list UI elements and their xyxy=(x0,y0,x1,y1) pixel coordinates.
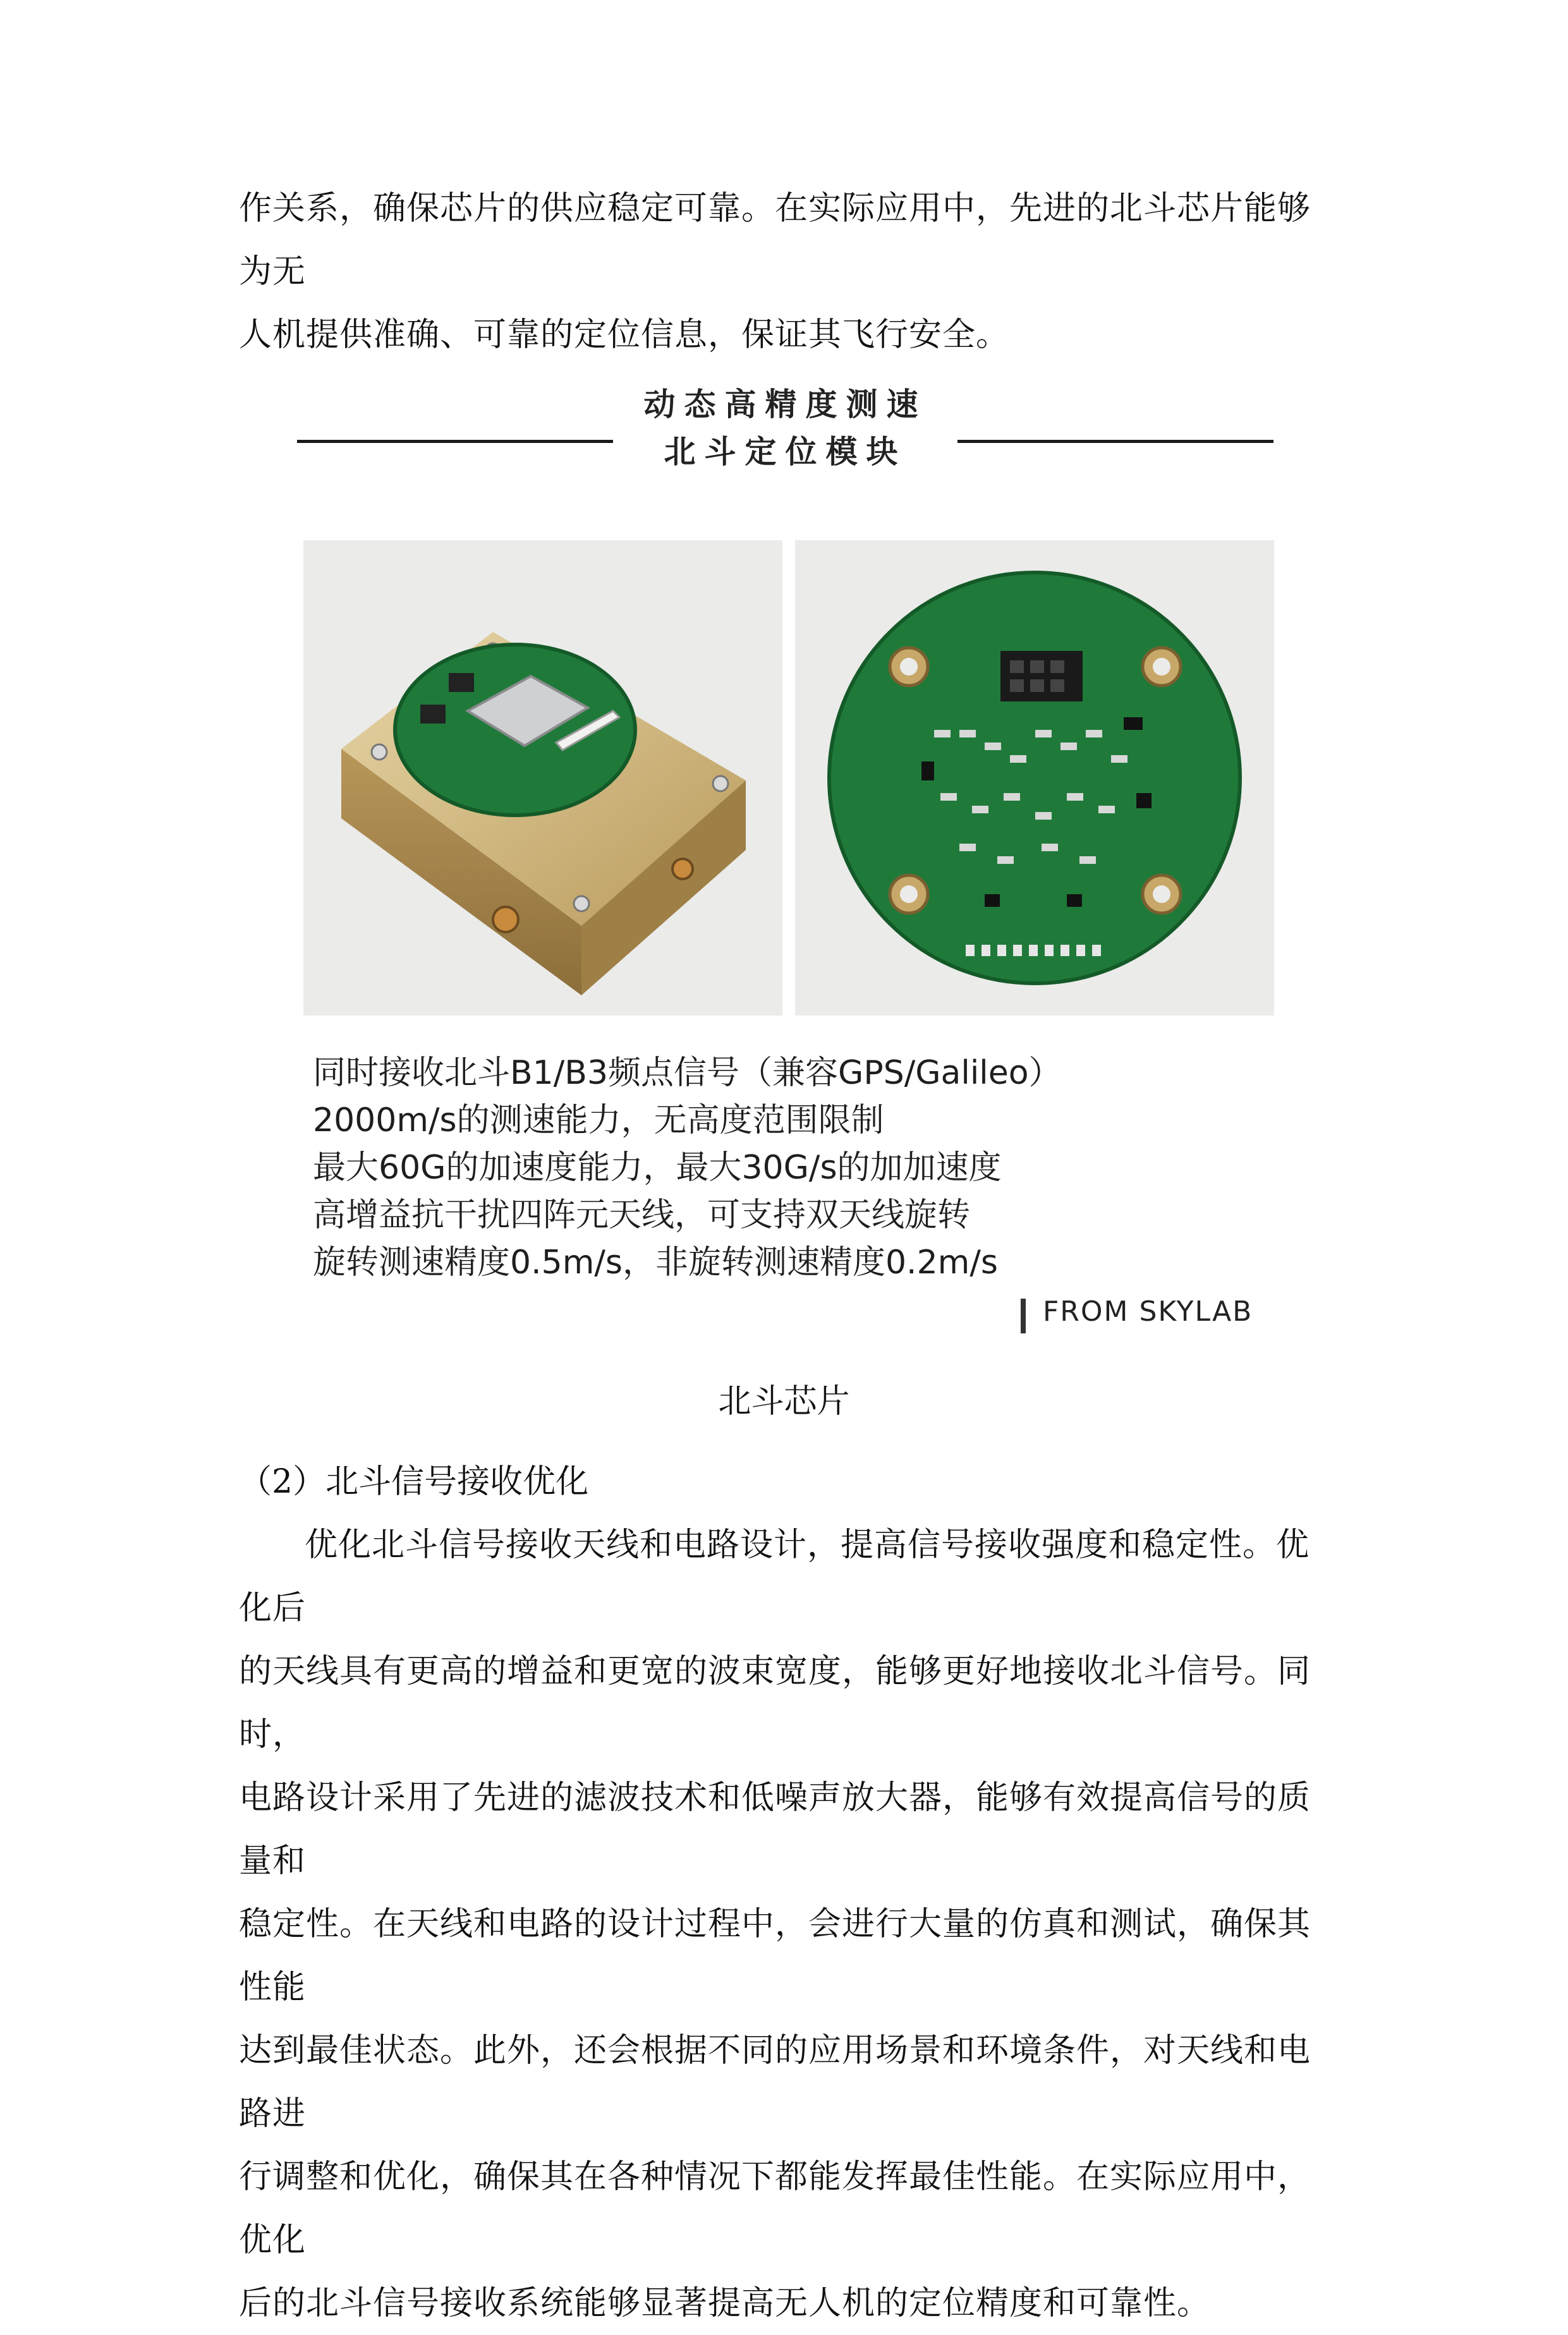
text-line: 达到最佳状态。此外，还会根据不同的应用场景和环境条件，对天线和电路进 xyxy=(239,2032,1311,2133)
circuit-board-photo xyxy=(795,540,1274,1016)
text-line: 稳定性。在天线和电路的设计过程中，会进行大量的仿真和测试，确保其性能 xyxy=(239,1905,1311,2006)
body-paragraph xyxy=(239,1513,1329,2335)
text-line: 行调整和优化，确保其在各种情况下都能发挥最佳性能。在实际应用中，优化 xyxy=(239,2158,1311,2259)
text-line: 电路设计采用了先进的滤波技术和低噪声放大器，能够有效提高信号的质量和 xyxy=(239,1779,1311,1880)
text-line: 优化北斗信号接收天线和电路设计，提高信号接收强度和稳定性。优化后 xyxy=(239,1526,1310,1627)
feature-line: 高增益抗干扰四阵元天线，可支持双天线旋转 xyxy=(313,1196,971,1234)
feature-line: 旋转测速精度0.5m/s，非旋转测速精度0.2m/s xyxy=(313,1244,998,1282)
feature-line: 同时接收北斗B1/B3频点信号（兼容GPS/Galileo） xyxy=(313,1054,1062,1092)
text-line: 后的北斗信号接收系统能够显著提高无人机的定位精度和可靠性。 xyxy=(239,2284,1211,2322)
module-housing-photo xyxy=(303,540,782,1016)
feature-line: 2000m/s的测速能力，无高度范围限制 xyxy=(313,1101,884,1139)
feature-line: 最大60G的加速度能力，最大30G/s的加加速度 xyxy=(313,1149,1002,1187)
source-label: FROM SKYLAB xyxy=(1043,1295,1253,1328)
figure-title-line1: 动态高精度测速 xyxy=(643,386,927,423)
text-line: 人机提供准确、可靠的定位信息，保证其飞行安全。 xyxy=(239,316,1010,354)
circuit-board-illustration xyxy=(795,540,1274,1016)
figure-caption: 北斗芯片 xyxy=(718,1383,850,1421)
intro-paragraph xyxy=(239,177,1329,367)
product-figure xyxy=(297,367,1273,1359)
text-line: 作关系，确保芯片的供应稳定可靠。在实际应用中，先进的北斗芯片能够为无 xyxy=(239,190,1311,291)
text-line: 的天线具有更高的增益和更宽的波束宽度，能够更好地接收北斗信号。同时， xyxy=(239,1653,1311,1754)
source-bar xyxy=(1021,1299,1026,1333)
module-housing-illustration xyxy=(303,540,782,1016)
section-heading: （2）北斗信号接收优化 xyxy=(239,1463,589,1501)
figure-title-line2: 北斗定位模块 xyxy=(664,434,907,470)
